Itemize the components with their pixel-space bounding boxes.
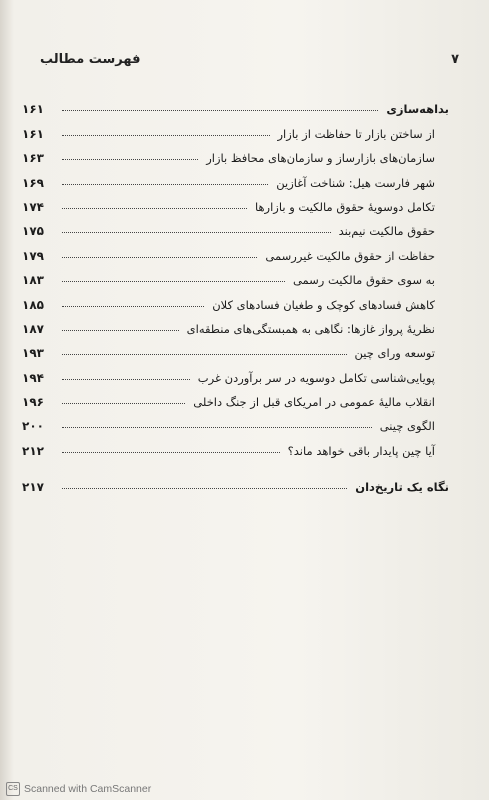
toc-entry <box>22 238 449 262</box>
toc-entry-page: ۱۹۴ <box>22 370 44 385</box>
toc-entry-title: نگاه یک تاریخ‌دان <box>355 480 449 495</box>
table-of-contents <box>22 92 449 494</box>
toc-entry-title: حقوق مالکیت نیم‌بند <box>338 224 435 239</box>
toc-entry <box>22 263 449 287</box>
leader-dots <box>62 353 347 355</box>
page-header <box>40 46 459 72</box>
toc-entry-title: بداهه‌سازی <box>386 102 449 117</box>
section-gap <box>22 458 449 470</box>
leader-dots <box>62 451 280 453</box>
camscanner-logo-icon: CS <box>6 782 20 796</box>
toc-entry-title: تکامل دوسویهٔ حقوق مالکیت و بازارها <box>254 199 435 214</box>
toc-entry-page: ۲۱۷ <box>22 480 44 495</box>
toc-entry-title: به سوی حقوق مالکیت رسمی <box>292 273 435 288</box>
leader-dots <box>62 134 270 136</box>
toc-entry <box>22 433 449 457</box>
toc-entry <box>22 214 449 238</box>
page-title: فهرست مطالب <box>40 51 141 67</box>
scanner-watermark <box>6 782 151 796</box>
toc-entry-title: کاهش فسادهای کوچک و طغیان فسادهای کلان <box>212 297 435 312</box>
leader-dots <box>62 402 185 404</box>
toc-entry-title: آیا چین پایدار باقی خواهد ماند؟ <box>287 443 435 458</box>
toc-entry-page: ۱۷۴ <box>22 199 44 214</box>
toc-entry-title: توسعه ورای چین <box>354 346 435 361</box>
toc-entry-title: شهر فارست هیل: شناخت آغازین <box>276 175 435 190</box>
toc-entry <box>22 287 449 311</box>
toc-entry <box>22 385 449 409</box>
toc-entry-page: ۱۷۹ <box>22 248 44 263</box>
leader-dots <box>62 109 378 111</box>
leader-dots <box>62 231 331 233</box>
leader-dots <box>62 207 247 209</box>
leader-dots <box>62 378 190 380</box>
toc-entry <box>22 116 449 140</box>
toc-entry-title: حفاظت از حقوق مالکیت غیررسمی <box>265 248 435 263</box>
leader-dots <box>62 256 257 258</box>
toc-entry-title: الگوی چینی <box>379 419 435 434</box>
toc-entry <box>22 141 449 165</box>
toc-entry <box>22 312 449 336</box>
toc-entry-title: انقلاب مالیهٔ عمومی در امریکای قبل از جنگ داخلی <box>193 395 435 410</box>
leader-dots <box>62 280 285 282</box>
toc-entry-page: ۲۱۲ <box>22 443 44 458</box>
toc-entry <box>22 409 449 433</box>
toc-entry <box>22 360 449 384</box>
toc-entry-page: ۱۸۷ <box>22 321 44 336</box>
toc-entry-title: سازمان‌های بازارساز و سازمان‌های محافظ بازار <box>206 151 435 166</box>
toc-entry-title: نظریهٔ پرواز غازها: نگاهی به همبستگی‌های منطقه‌ای <box>186 321 435 336</box>
toc-entry-title: از ساختن بازار تا حفاظت از بازار <box>277 126 435 141</box>
toc-entry-page: ۱۶۱ <box>22 126 44 141</box>
leader-dots <box>62 329 179 331</box>
leader-dots <box>62 426 372 428</box>
toc-entry-page: ۱۹۶ <box>22 395 44 410</box>
leader-dots <box>62 158 198 160</box>
leader-dots <box>62 183 268 185</box>
toc-entry-page: ۱۶۱ <box>22 102 44 117</box>
toc-section-entry <box>22 470 449 494</box>
toc-entry-page: ۱۶۹ <box>22 175 44 190</box>
toc-entry-page: ۱۸۵ <box>22 297 44 312</box>
toc-entry-page: ۲۰۰ <box>22 419 44 434</box>
leader-dots <box>62 305 204 307</box>
toc-entry <box>22 165 449 189</box>
toc-entry-page: ۱۹۳ <box>22 346 44 361</box>
toc-entry <box>22 190 449 214</box>
toc-entry <box>22 336 449 360</box>
watermark-text: Scanned with CamScanner <box>24 783 152 795</box>
toc-section-entry <box>22 92 449 116</box>
toc-entry-page: ۱۸۳ <box>22 273 44 288</box>
toc-entry-page: ۱۷۵ <box>22 224 44 239</box>
toc-entry-title: پویایی‌شناسی تکامل دوسویه در سر برآوردن غرب <box>197 370 435 385</box>
page-number: ۷ <box>451 51 459 67</box>
leader-dots <box>62 487 347 489</box>
toc-entry-page: ۱۶۳ <box>22 151 44 166</box>
